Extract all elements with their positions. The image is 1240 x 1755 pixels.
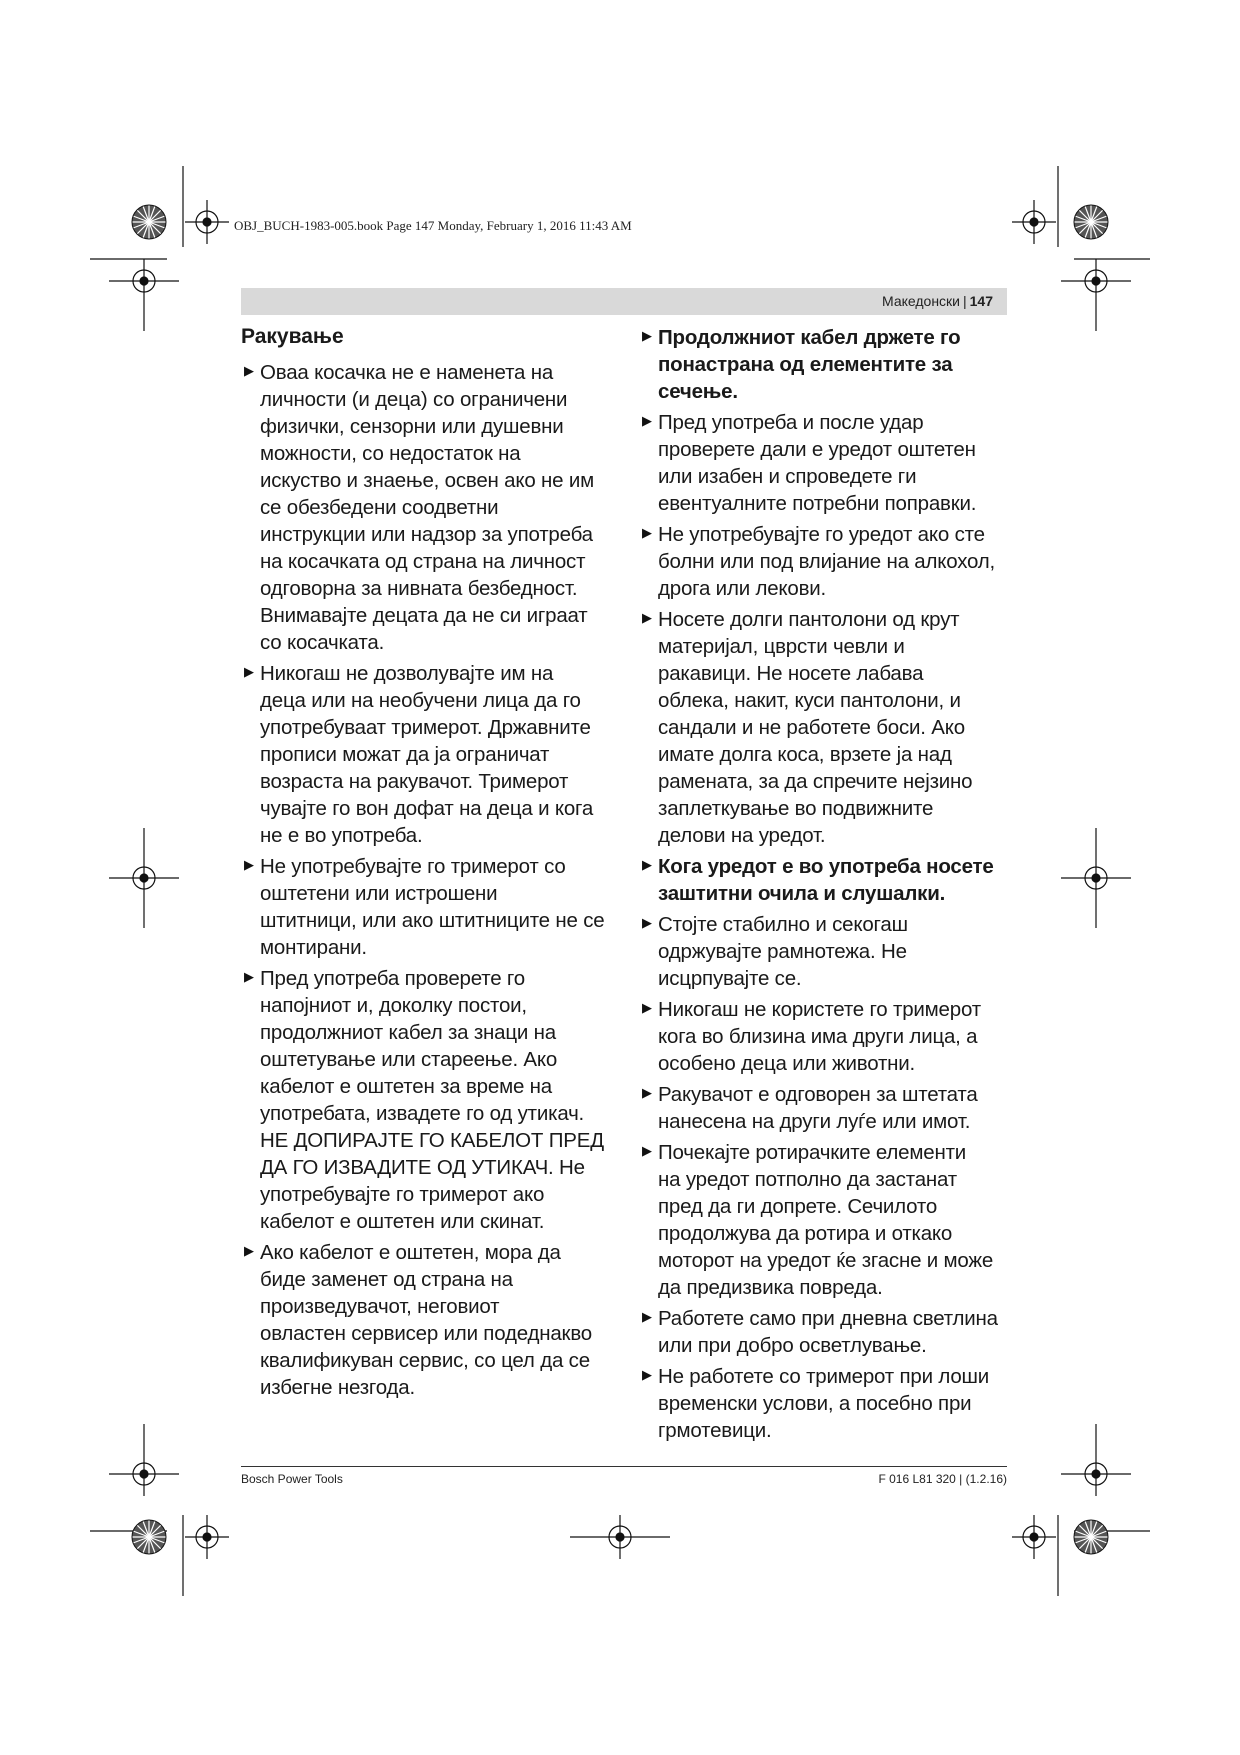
list-item-text: Стојте стабилно и секогаш одржувајте рамнотежа. Не исцрпувајте се. [658, 913, 908, 990]
list-item-text: Никогаш не дозволувајте им на деца или на необучени лица да го употребуваат тримерот. Државните прописи можат да ја ограничат возраста на ракувачот. Тримерот чувајте го вон дофат на деца и кога не е во употреба. [260, 662, 594, 847]
header-language: Македонски [882, 293, 960, 309]
triangle-right-icon: ▶ [244, 857, 254, 872]
list-item [639, 996, 1007, 1077]
triangle-right-icon: ▶ [642, 1143, 652, 1158]
header-separator: | [963, 293, 967, 309]
book-info-line: OBJ_BUCH-1983-005.book Page 147 Monday, February 1, 2016 11:43 AM [234, 218, 632, 233]
list-item [241, 1239, 607, 1401]
left-item-list [241, 359, 607, 1401]
right-item-list [639, 324, 1007, 1444]
list-item-text: Почекајте ротирачките елементи на уредот потполно да застанат пред да ги допрете. Сечилото продолжува да ротира и откако моторот на уредот ќе згасне и може да предизвика повреда. [658, 1141, 994, 1299]
triangle-right-icon: ▶ [642, 1085, 652, 1100]
triangle-right-icon: ▶ [642, 1309, 652, 1324]
list-item [639, 853, 1007, 907]
list-item-text: Пред употреба проверете го напојниот и, доколку постои, продолжниот кабел за знаци на оштетување или стареење. Ако кабелот е оштетен за време на употребата, извадете го од утикач. НЕ ДОПИРАЈТЕ ГО КАБЕЛОТ ПРЕД ДА ГО ИЗВАДИТЕ ОД УТИКАЧ. Не употребувајте го тримерот ако кабелот е оштетен или скинат. [260, 967, 604, 1233]
list-item [639, 409, 1007, 517]
triangle-right-icon: ▶ [244, 363, 254, 378]
list-item [639, 1305, 1007, 1359]
triangle-right-icon: ▶ [642, 525, 652, 540]
footer-publisher: Bosch Power Tools [241, 1472, 343, 1486]
list-item [241, 853, 607, 961]
list-item [639, 521, 1007, 602]
header-text [882, 293, 993, 309]
footer-rule [241, 1466, 1007, 1467]
list-item [241, 660, 607, 849]
list-item-text: Ако кабелот е оштетен, мора да биде заменет од страна на произведувачот, неговиот овластен сервисер или подеднакво квалификуван сервис, со цел да се избегне незгода. [260, 1241, 592, 1399]
list-item-text: Никогаш не користете го тримерот кога во близина има други лица, а особено деца или животни. [658, 998, 981, 1075]
list-item-text: Работете само при дневна светлина или при добро осветлување. [658, 1307, 998, 1357]
triangle-right-icon: ▶ [642, 857, 652, 872]
list-item [639, 606, 1007, 849]
list-item-text: Не работете со тримерот при лоши временски услови, а посебно при грмотевици. [658, 1365, 990, 1442]
triangle-right-icon: ▶ [244, 969, 254, 984]
list-item-text: Кога уредот е во употреба носете заштитни очила и слушалки. [658, 855, 994, 905]
list-item-text: Носете долги пантолони од крут материјал, цврсти чевли и ракавици. Не носете лабава облека, накит, куси пантолони, и сандали и не работете боси. Ако имате долга коса, врзете ја над рамената, за да спречите нејзино заплеткување во подвижните делови на уредот. [658, 608, 973, 847]
list-item-text: Пред употреба и после удар проверете дали е уредот оштетен или изабен и спроведете ги евентуалните потребни поправки. [658, 411, 977, 515]
list-item-text: Не употребувајте го тримерот со оштетени или истрошени штитници, или ако штитниците не се монтирани. [260, 855, 605, 959]
list-item [241, 965, 607, 1235]
list-item [639, 1081, 1007, 1135]
list-item [639, 911, 1007, 992]
list-item [639, 324, 1007, 405]
list-item-text: Продолжниот кабел држете го понастрана од елементите за сечење. [658, 326, 961, 403]
list-item-text: Оваа косачка не е наменета на личности (и деца) со ограничени физички, сензорни или душевни можности, со недостаток на искуство и знаење, освен ако не им се обезбедени соодветни инструкции или надзор за употреба на косачката од страна на личност одговорна за нивната безбедност. Внимавајте децата да не си играат со косачката. [260, 361, 595, 654]
triangle-right-icon: ▶ [642, 1367, 652, 1382]
triangle-right-icon: ▶ [244, 1243, 254, 1258]
list-item-text: Не употребувајте го уредот ако сте болни или под влијание на алкохол, дрога или лекови. [658, 523, 996, 600]
right-column [639, 324, 1007, 1448]
list-item [241, 359, 607, 656]
page-number: 147 [969, 293, 993, 309]
triangle-right-icon: ▶ [642, 413, 652, 428]
section-title: Ракување [241, 325, 344, 348]
triangle-right-icon: ▶ [642, 1000, 652, 1015]
triangle-right-icon: ▶ [642, 610, 652, 625]
triangle-right-icon: ▶ [244, 664, 254, 679]
triangle-right-icon: ▶ [642, 328, 652, 343]
page-header [241, 288, 1007, 315]
triangle-right-icon: ▶ [642, 915, 652, 930]
list-item [639, 1139, 1007, 1301]
left-column [241, 324, 607, 1405]
list-item-text: Ракувачот е одговорен за штетата нанесена на други луѓе или имот. [658, 1083, 978, 1133]
footer-doc-code: F 016 L81 320 | (1.2.16) [878, 1472, 1007, 1486]
list-item [639, 1363, 1007, 1444]
